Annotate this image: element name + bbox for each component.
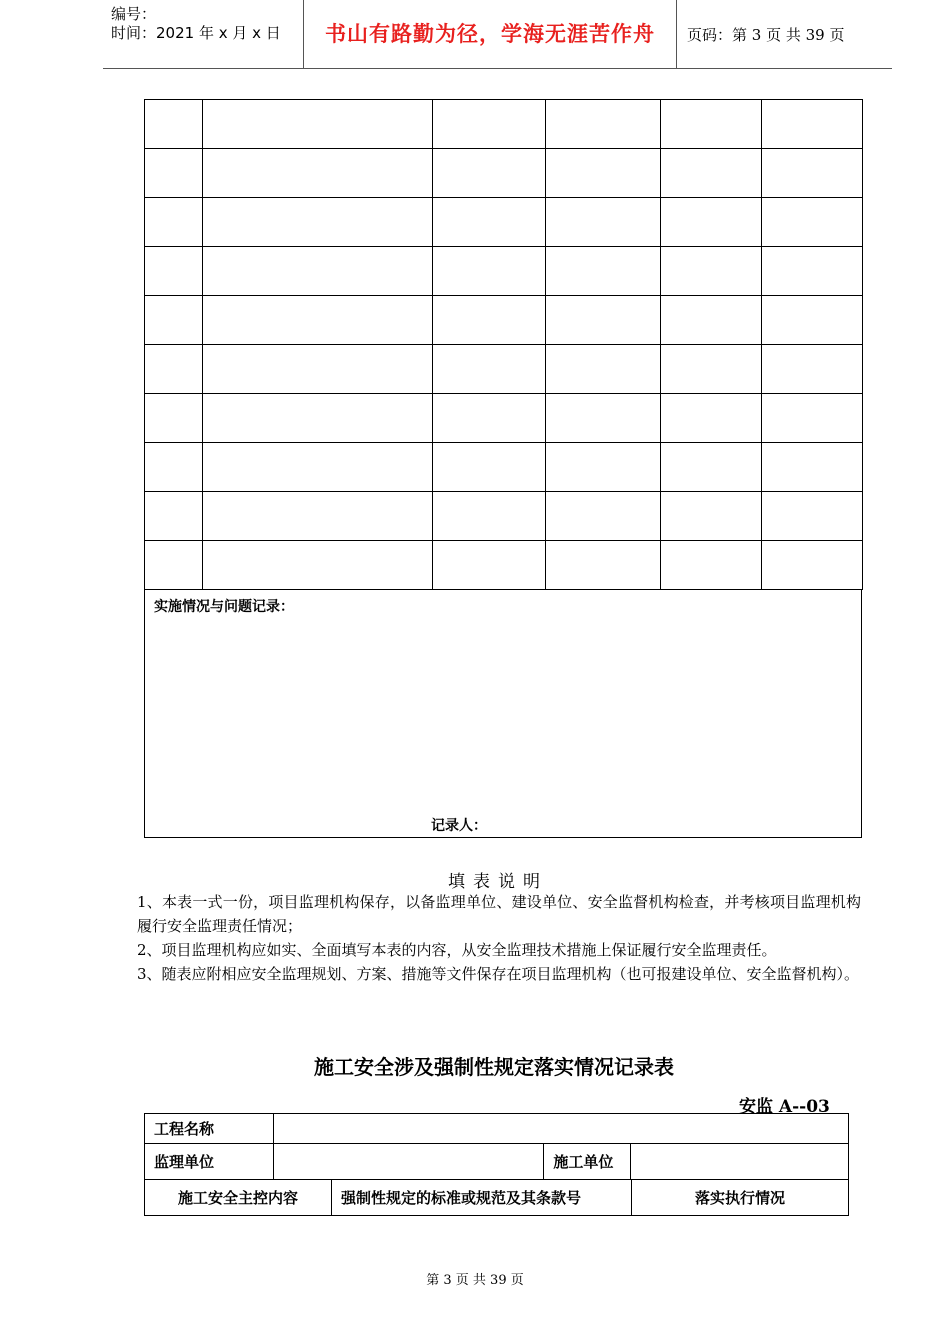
form-code: 安监 A--03 <box>739 1097 830 1117</box>
instruction-item: 1、本表一式一份，项目监理机构保存，以备监理单位、建设单位、安全监督机构检查，并考核项目监理机构履行安全监理责任情况； <box>137 893 861 935</box>
grid-cell[interactable] <box>145 492 203 541</box>
header-motto: 书山有路勤为径，学海无涯苦作舟 <box>304 0 677 68</box>
grid-row <box>145 492 863 541</box>
grid-cell[interactable] <box>661 149 762 198</box>
contractor-label: 施工单位 <box>544 1144 631 1180</box>
grid-cell[interactable] <box>762 492 863 541</box>
grid-cell[interactable] <box>145 541 203 590</box>
grid-row <box>145 443 863 492</box>
instructions-body <box>137 890 861 986</box>
grid-row <box>145 394 863 443</box>
grid-cell[interactable] <box>432 443 546 492</box>
recorder-label: 记录人： <box>431 818 487 834</box>
grid-cell[interactable] <box>145 443 203 492</box>
grid-cell[interactable] <box>202 198 432 247</box>
grid-cell[interactable] <box>762 443 863 492</box>
page-footer: 第 3 页 共 39 页 <box>426 1273 524 1288</box>
grid-cell[interactable] <box>661 198 762 247</box>
grid-cell[interactable] <box>661 394 762 443</box>
grid-cell[interactable] <box>546 541 661 590</box>
grid-cell[interactable] <box>661 443 762 492</box>
grid-cell[interactable] <box>202 100 432 149</box>
grid-cell[interactable] <box>145 247 203 296</box>
grid-cell[interactable] <box>202 296 432 345</box>
col-control-header: 施工安全主控内容 <box>145 1180 331 1215</box>
grid-row <box>145 247 863 296</box>
serial-label: 编号： <box>111 5 157 23</box>
grid-cell[interactable] <box>762 198 863 247</box>
grid-cell[interactable] <box>202 541 432 590</box>
grid-cell[interactable] <box>202 149 432 198</box>
col-standard-header: 强制性规定的标准或规范及其条款号 <box>331 1180 631 1215</box>
grid-cell[interactable] <box>145 198 203 247</box>
instructions-title: 填表说明 <box>448 872 548 892</box>
instruction-item: 2、项目监理机构应如实、全面填写本表的内容，从安全监理技术措施上保证履行安全监理责任。 <box>137 941 777 959</box>
grid-cell[interactable] <box>661 296 762 345</box>
grid-cell[interactable] <box>546 149 661 198</box>
safety-form <box>144 1113 849 1216</box>
grid-cell[interactable] <box>432 345 546 394</box>
contractor-field[interactable] <box>631 1144 849 1180</box>
form-title: 施工安全涉及强制性规定落实情况记录表 <box>314 1055 674 1079</box>
time-label: 时间：2021 年 x 月 x 日 <box>111 24 281 42</box>
form-row-project <box>145 1114 849 1144</box>
form-row-columns <box>145 1180 849 1216</box>
project-name-label: 工程名称 <box>145 1114 274 1144</box>
supervisor-label: 监理单位 <box>145 1144 274 1180</box>
grid-cell[interactable] <box>762 345 863 394</box>
grid-row <box>145 345 863 394</box>
grid-cell[interactable] <box>432 100 546 149</box>
grid-cell[interactable] <box>432 296 546 345</box>
supervisor-field[interactable] <box>273 1144 544 1180</box>
page-header <box>103 0 892 69</box>
form-row-units <box>145 1144 849 1180</box>
grid-cell[interactable] <box>432 198 546 247</box>
grid-cell[interactable] <box>762 394 863 443</box>
grid-cell[interactable] <box>762 247 863 296</box>
grid-cell[interactable] <box>145 296 203 345</box>
grid-cell[interactable] <box>546 247 661 296</box>
header-meta <box>103 0 304 68</box>
grid-cell[interactable] <box>202 492 432 541</box>
grid-cell[interactable] <box>202 345 432 394</box>
instruction-item: 3、随表应附相应安全监理规划、方案、措施等文件保存在项目监理机构（也可报建设单位、安全监督机构）。 <box>137 965 860 983</box>
grid-cell[interactable] <box>432 541 546 590</box>
grid-cell[interactable] <box>661 247 762 296</box>
grid-cell[interactable] <box>546 296 661 345</box>
grid-cell[interactable] <box>145 345 203 394</box>
grid-row <box>145 296 863 345</box>
grid-cell[interactable] <box>762 149 863 198</box>
grid-cell[interactable] <box>762 541 863 590</box>
grid-cell[interactable] <box>546 198 661 247</box>
grid-row <box>145 198 863 247</box>
grid-cell[interactable] <box>432 492 546 541</box>
grid-cell[interactable] <box>546 492 661 541</box>
grid-row <box>145 100 863 149</box>
grid-cell[interactable] <box>145 394 203 443</box>
grid-cell[interactable] <box>432 247 546 296</box>
grid-cell[interactable] <box>762 296 863 345</box>
record-grid <box>144 99 863 590</box>
grid-cell[interactable] <box>202 443 432 492</box>
record-box-title: 实施情况与问题记录： <box>154 599 294 615</box>
grid-cell[interactable] <box>661 100 762 149</box>
grid-cell[interactable] <box>202 247 432 296</box>
header-page-info: 页码：第 3 页 共 39 页 <box>687 26 845 44</box>
col-execution-header: 落实执行情况 <box>695 1189 786 1207</box>
grid-cell[interactable] <box>546 345 661 394</box>
grid-cell[interactable] <box>145 149 203 198</box>
grid-cell[interactable] <box>202 394 432 443</box>
grid-cell[interactable] <box>546 394 661 443</box>
project-name-field[interactable] <box>273 1114 848 1144</box>
grid-cell[interactable] <box>145 100 203 149</box>
grid-cell[interactable] <box>661 492 762 541</box>
grid-cell[interactable] <box>546 100 661 149</box>
grid-cell[interactable] <box>432 394 546 443</box>
grid-cell[interactable] <box>546 443 661 492</box>
grid-cell[interactable] <box>432 149 546 198</box>
grid-row <box>145 149 863 198</box>
record-box[interactable] <box>144 589 862 838</box>
grid-row <box>145 541 863 590</box>
grid-cell[interactable] <box>661 345 762 394</box>
grid-cell[interactable] <box>661 541 762 590</box>
grid-cell[interactable] <box>762 100 863 149</box>
